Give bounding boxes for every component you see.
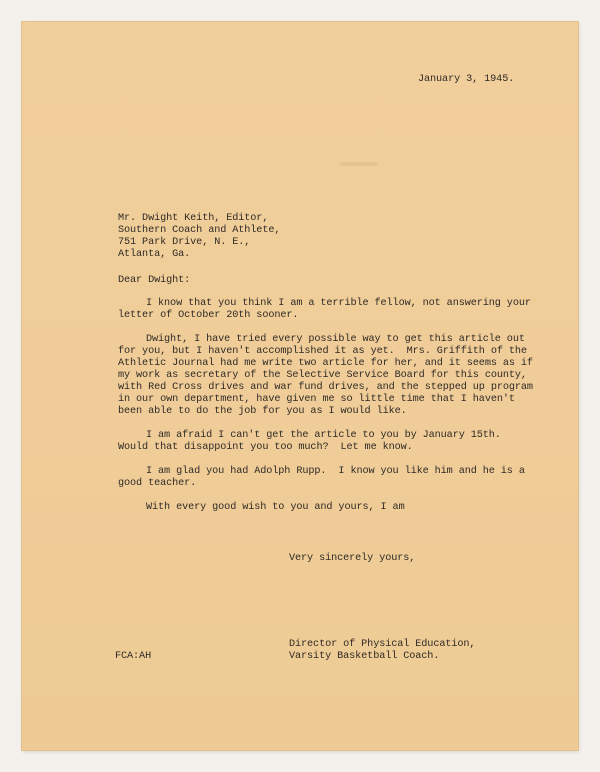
para4-line-1: I am glad you had Adolph Rupp. I know you like him and he is a — [146, 466, 525, 477]
para2-line-2: for you, but I haven't accomplished it as yet. Mrs. Griffith of the — [118, 346, 527, 357]
letter-date: January 3, 1945. — [418, 74, 515, 85]
para2-line-7: been able to do the job for you as I would like. — [118, 406, 407, 417]
para5-line-1: With every good wish to you and yours, I am — [146, 502, 405, 513]
address-line-4: Atlanta, Ga. — [118, 249, 191, 260]
address-line-1: Mr. Dwight Keith, Editor, — [118, 213, 269, 224]
para2-line-6: in our own department, have given me so little time that I haven't — [118, 394, 515, 405]
para2-line-4: my work as secretary of the Selective Service Board for this county, — [118, 370, 527, 381]
letter-sheet — [22, 22, 578, 750]
initials: FCA:AH — [115, 651, 152, 662]
para2-line-3: Athletic Journal had me write two article for her, and it seems as if — [118, 358, 533, 369]
para1-line-2: letter of October 20th sooner. — [118, 310, 299, 321]
para3-line-2: Would that disappoint you too much? Let me know. — [118, 442, 413, 453]
address-line-2: Southern Coach and Athlete, — [118, 225, 281, 236]
title-line-1: Director of Physical Education, — [289, 639, 476, 650]
closing: Very sincerely yours, — [289, 553, 416, 564]
faint-mark — [340, 162, 378, 166]
para1-line-1: I know that you think I am a terrible fellow, not answering your — [146, 298, 531, 309]
salutation: Dear Dwight: — [118, 275, 191, 286]
para2-line-5: with Red Cross drives and war fund drives, and the stepped up program — [118, 382, 533, 393]
title-line-2: Varsity Basketball Coach. — [289, 651, 440, 662]
para4-line-2: good teacher. — [118, 478, 197, 489]
para3-line-1: I am afraid I can't get the article to you by January 15th. — [146, 430, 501, 441]
address-line-3: 751 Park Drive, N. E., — [118, 237, 251, 248]
para2-line-1: Dwight, I have tried every possible way to get this article out — [146, 334, 525, 345]
